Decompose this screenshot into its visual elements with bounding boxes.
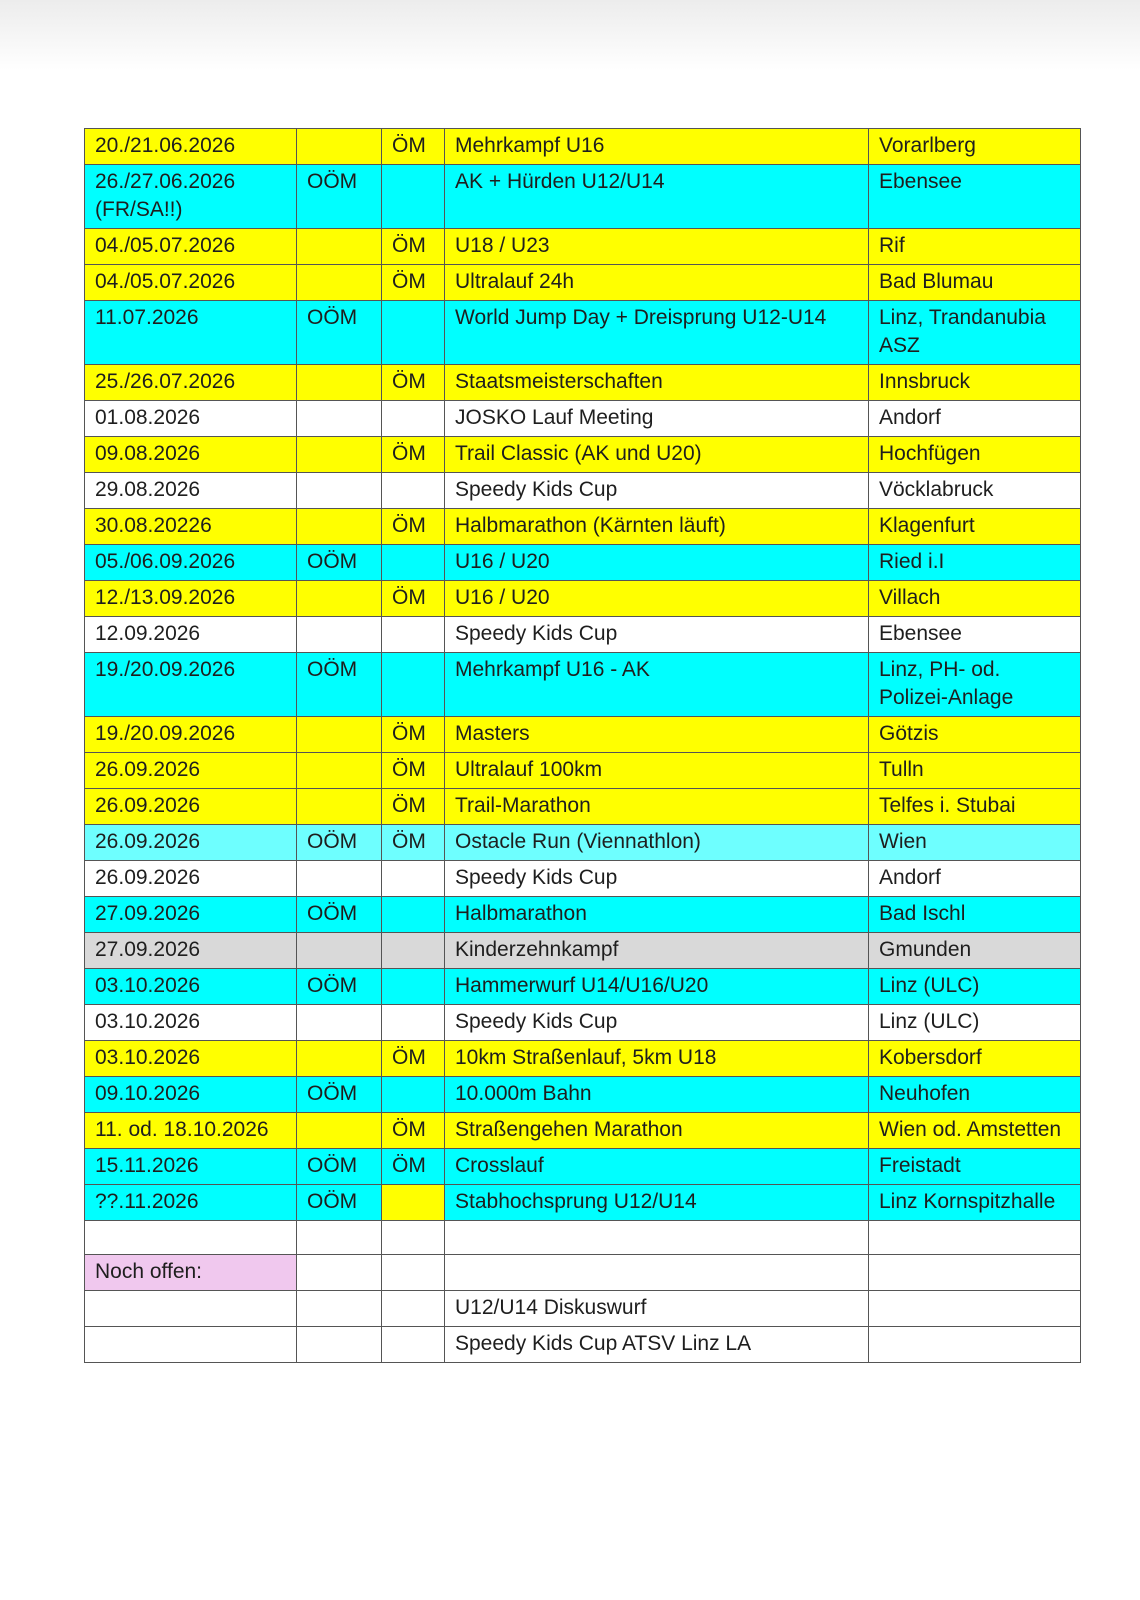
date-cell: 20./21.06.2026 [85, 129, 297, 165]
oem-cell [382, 301, 445, 365]
event-cell: Speedy Kids Cup [445, 617, 869, 653]
location-cell: Telfes i. Stubai [869, 789, 1081, 825]
table-row [85, 1149, 1081, 1185]
oem-cell: ÖM [382, 1149, 445, 1185]
location-cell: Ried i.I [869, 545, 1081, 581]
ooem-cell: OÖM [297, 1185, 382, 1221]
event-cell: Speedy Kids Cup [445, 1005, 869, 1041]
table-row [85, 545, 1081, 581]
table-row [85, 1185, 1081, 1221]
date-cell: 03.10.2026 [85, 1005, 297, 1041]
ooem-cell [297, 617, 382, 653]
date-cell: 05./06.09.2026 [85, 545, 297, 581]
ooem-cell: OÖM [297, 825, 382, 861]
event-cell: 10km Straßenlauf, 5km U18 [445, 1041, 869, 1077]
oem-cell: ÖM [382, 1113, 445, 1149]
date-cell: 09.10.2026 [85, 1077, 297, 1113]
location-cell: Andorf [869, 861, 1081, 897]
ooem-cell [297, 861, 382, 897]
event-cell: Speedy Kids Cup [445, 861, 869, 897]
event-cell: U12/U14 Diskuswurf [445, 1291, 869, 1327]
date-cell: 30.08.20226 [85, 509, 297, 545]
oem-cell [382, 1255, 445, 1291]
oem-cell [382, 401, 445, 437]
oem-cell: ÖM [382, 365, 445, 401]
event-cell: Hammerwurf U14/U16/U20 [445, 969, 869, 1005]
ooem-cell: OÖM [297, 1077, 382, 1113]
date-cell: 26.09.2026 [85, 861, 297, 897]
ooem-cell [297, 933, 382, 969]
ooem-cell [297, 1255, 382, 1291]
ooem-cell: OÖM [297, 653, 382, 717]
location-cell: Freistadt [869, 1149, 1081, 1185]
oem-cell: ÖM [382, 753, 445, 789]
date-cell [85, 1291, 297, 1327]
ooem-cell [297, 265, 382, 301]
location-cell: Villach [869, 581, 1081, 617]
event-cell: Speedy Kids Cup ATSV Linz LA [445, 1327, 869, 1363]
oem-cell [382, 897, 445, 933]
oem-cell [382, 1077, 445, 1113]
event-schedule-table [84, 128, 1081, 1363]
date-cell: 09.08.2026 [85, 437, 297, 473]
ooem-cell [297, 789, 382, 825]
oem-cell [382, 933, 445, 969]
oem-cell: ÖM [382, 129, 445, 165]
event-cell: Halbmarathon [445, 897, 869, 933]
date-cell: 15.11.2026 [85, 1149, 297, 1185]
location-cell [869, 1221, 1081, 1255]
event-cell: Crosslauf [445, 1149, 869, 1185]
ooem-cell: OÖM [297, 1149, 382, 1185]
ooem-cell [297, 1221, 382, 1255]
location-cell: Linz (ULC) [869, 969, 1081, 1005]
table-row [85, 789, 1081, 825]
table-row [85, 1041, 1081, 1077]
table-row [85, 969, 1081, 1005]
date-cell: 03.10.2026 [85, 1041, 297, 1077]
event-cell: U16 / U20 [445, 581, 869, 617]
location-cell: Klagenfurt [869, 509, 1081, 545]
location-cell: Bad Ischl [869, 897, 1081, 933]
table-row [85, 1005, 1081, 1041]
location-cell [869, 1327, 1081, 1363]
oem-cell [382, 1005, 445, 1041]
ooem-cell [297, 365, 382, 401]
date-cell: 01.08.2026 [85, 401, 297, 437]
event-cell: Straßengehen Marathon [445, 1113, 869, 1149]
ooem-cell: OÖM [297, 165, 382, 229]
date-cell: 27.09.2026 [85, 933, 297, 969]
location-cell: Götzis [869, 717, 1081, 753]
ooem-cell: OÖM [297, 969, 382, 1005]
table-row [85, 165, 1081, 229]
ooem-cell [297, 581, 382, 617]
oem-cell [382, 653, 445, 717]
date-cell: 26.09.2026 [85, 789, 297, 825]
ooem-cell [297, 129, 382, 165]
date-cell: 27.09.2026 [85, 897, 297, 933]
table-row [85, 581, 1081, 617]
date-cell: 03.10.2026 [85, 969, 297, 1005]
ooem-cell [297, 401, 382, 437]
location-cell: Vorarlberg [869, 129, 1081, 165]
event-cell: Staatsmeisterschaften [445, 365, 869, 401]
table-row [85, 229, 1081, 265]
table-row [85, 897, 1081, 933]
date-cell: 26.09.2026 [85, 753, 297, 789]
location-cell [869, 1255, 1081, 1291]
table-row [85, 753, 1081, 789]
location-cell: Andorf [869, 401, 1081, 437]
date-cell: 12.09.2026 [85, 617, 297, 653]
ooem-cell: OÖM [297, 897, 382, 933]
event-cell: U18 / U23 [445, 229, 869, 265]
ooem-cell [297, 1005, 382, 1041]
date-cell: 19./20.09.2026 [85, 653, 297, 717]
table-row [85, 401, 1081, 437]
date-cell: 11.07.2026 [85, 301, 297, 365]
location-cell: Kobersdorf [869, 1041, 1081, 1077]
table-row [85, 129, 1081, 165]
table-row [85, 265, 1081, 301]
date-cell: 04./05.07.2026 [85, 265, 297, 301]
table-row [85, 825, 1081, 861]
event-cell: World Jump Day + Dreisprung U12-U14 [445, 301, 869, 365]
oem-cell [382, 1221, 445, 1255]
table-row [85, 437, 1081, 473]
event-cell: Trail-Marathon [445, 789, 869, 825]
oem-cell: ÖM [382, 229, 445, 265]
date-cell: ??.11.2026 [85, 1185, 297, 1221]
date-cell: Noch offen: [85, 1255, 297, 1291]
ooem-cell [297, 437, 382, 473]
table-row [85, 933, 1081, 969]
event-cell: Mehrkampf U16 [445, 129, 869, 165]
oem-cell: ÖM [382, 789, 445, 825]
location-cell: Tulln [869, 753, 1081, 789]
oem-cell: ÖM [382, 717, 445, 753]
location-cell: Ebensee [869, 165, 1081, 229]
table-row [85, 509, 1081, 545]
ooem-cell [297, 229, 382, 265]
event-cell: Mehrkampf U16 - AK [445, 653, 869, 717]
date-cell: 26.09.2026 [85, 825, 297, 861]
location-cell: Innsbruck [869, 365, 1081, 401]
table-row [85, 365, 1081, 401]
event-cell: Halbmarathon (Kärnten läuft) [445, 509, 869, 545]
ooem-cell [297, 509, 382, 545]
oem-cell [382, 617, 445, 653]
table-row [85, 1221, 1081, 1255]
location-cell: Wien [869, 825, 1081, 861]
oem-cell [382, 1327, 445, 1363]
event-cell: Ultralauf 100km [445, 753, 869, 789]
date-cell: 11. od. 18.10.2026 [85, 1113, 297, 1149]
oem-cell: ÖM [382, 265, 445, 301]
schedule-body [85, 129, 1081, 1363]
table-row [85, 473, 1081, 509]
oem-cell: ÖM [382, 509, 445, 545]
table-row [85, 1255, 1081, 1291]
location-cell: Wien od. Amstetten [869, 1113, 1081, 1149]
event-cell [445, 1221, 869, 1255]
ooem-cell [297, 1113, 382, 1149]
event-cell: Ostacle Run (Viennathlon) [445, 825, 869, 861]
table-row [85, 1327, 1081, 1363]
ooem-cell [297, 1291, 382, 1327]
oem-cell [382, 1291, 445, 1327]
ooem-cell [297, 1041, 382, 1077]
date-cell: 26./27.06.2026 (FR/SA!!) [85, 165, 297, 229]
oem-cell [382, 1185, 445, 1221]
date-cell: 19./20.09.2026 [85, 717, 297, 753]
location-cell: Neuhofen [869, 1077, 1081, 1113]
event-cell: 10.000m Bahn [445, 1077, 869, 1113]
oem-cell [382, 165, 445, 229]
ooem-cell [297, 1327, 382, 1363]
date-cell: 12./13.09.2026 [85, 581, 297, 617]
event-cell: Stabhochsprung U12/U14 [445, 1185, 869, 1221]
location-cell: Linz, Trandanubia ASZ [869, 301, 1081, 365]
location-cell: Hochfügen [869, 437, 1081, 473]
oem-cell: ÖM [382, 1041, 445, 1077]
oem-cell [382, 545, 445, 581]
ooem-cell [297, 473, 382, 509]
table-row [85, 1291, 1081, 1327]
date-cell [85, 1327, 297, 1363]
table-row [85, 653, 1081, 717]
event-cell: Ultralauf 24h [445, 265, 869, 301]
location-cell: Linz Kornspitzhalle [869, 1185, 1081, 1221]
oem-cell [382, 969, 445, 1005]
event-cell: Kinderzehnkampf [445, 933, 869, 969]
ooem-cell [297, 717, 382, 753]
ooem-cell: OÖM [297, 301, 382, 365]
location-cell: Rif [869, 229, 1081, 265]
table-row [85, 861, 1081, 897]
table-row [85, 717, 1081, 753]
date-cell: 25./26.07.2026 [85, 365, 297, 401]
oem-cell: ÖM [382, 825, 445, 861]
location-cell [869, 1291, 1081, 1327]
date-cell: 29.08.2026 [85, 473, 297, 509]
table-row [85, 1077, 1081, 1113]
table-row [85, 1113, 1081, 1149]
location-cell: Gmunden [869, 933, 1081, 969]
location-cell: Ebensee [869, 617, 1081, 653]
event-cell [445, 1255, 869, 1291]
event-cell: JOSKO Lauf Meeting [445, 401, 869, 437]
ooem-cell: OÖM [297, 545, 382, 581]
table-row [85, 301, 1081, 365]
table-row [85, 617, 1081, 653]
event-cell: U16 / U20 [445, 545, 869, 581]
event-cell: Speedy Kids Cup [445, 473, 869, 509]
event-cell: Masters [445, 717, 869, 753]
date-cell [85, 1221, 297, 1255]
event-cell: AK + Hürden U12/U14 [445, 165, 869, 229]
event-cell: Trail Classic (AK und U20) [445, 437, 869, 473]
location-cell: Vöcklabruck [869, 473, 1081, 509]
date-cell: 04./05.07.2026 [85, 229, 297, 265]
location-cell: Bad Blumau [869, 265, 1081, 301]
oem-cell [382, 473, 445, 509]
oem-cell: ÖM [382, 581, 445, 617]
oem-cell [382, 861, 445, 897]
page-top-shadow [0, 0, 1140, 70]
oem-cell: ÖM [382, 437, 445, 473]
location-cell: Linz (ULC) [869, 1005, 1081, 1041]
ooem-cell [297, 753, 382, 789]
location-cell: Linz, PH- od. Polizei-Anlage [869, 653, 1081, 717]
